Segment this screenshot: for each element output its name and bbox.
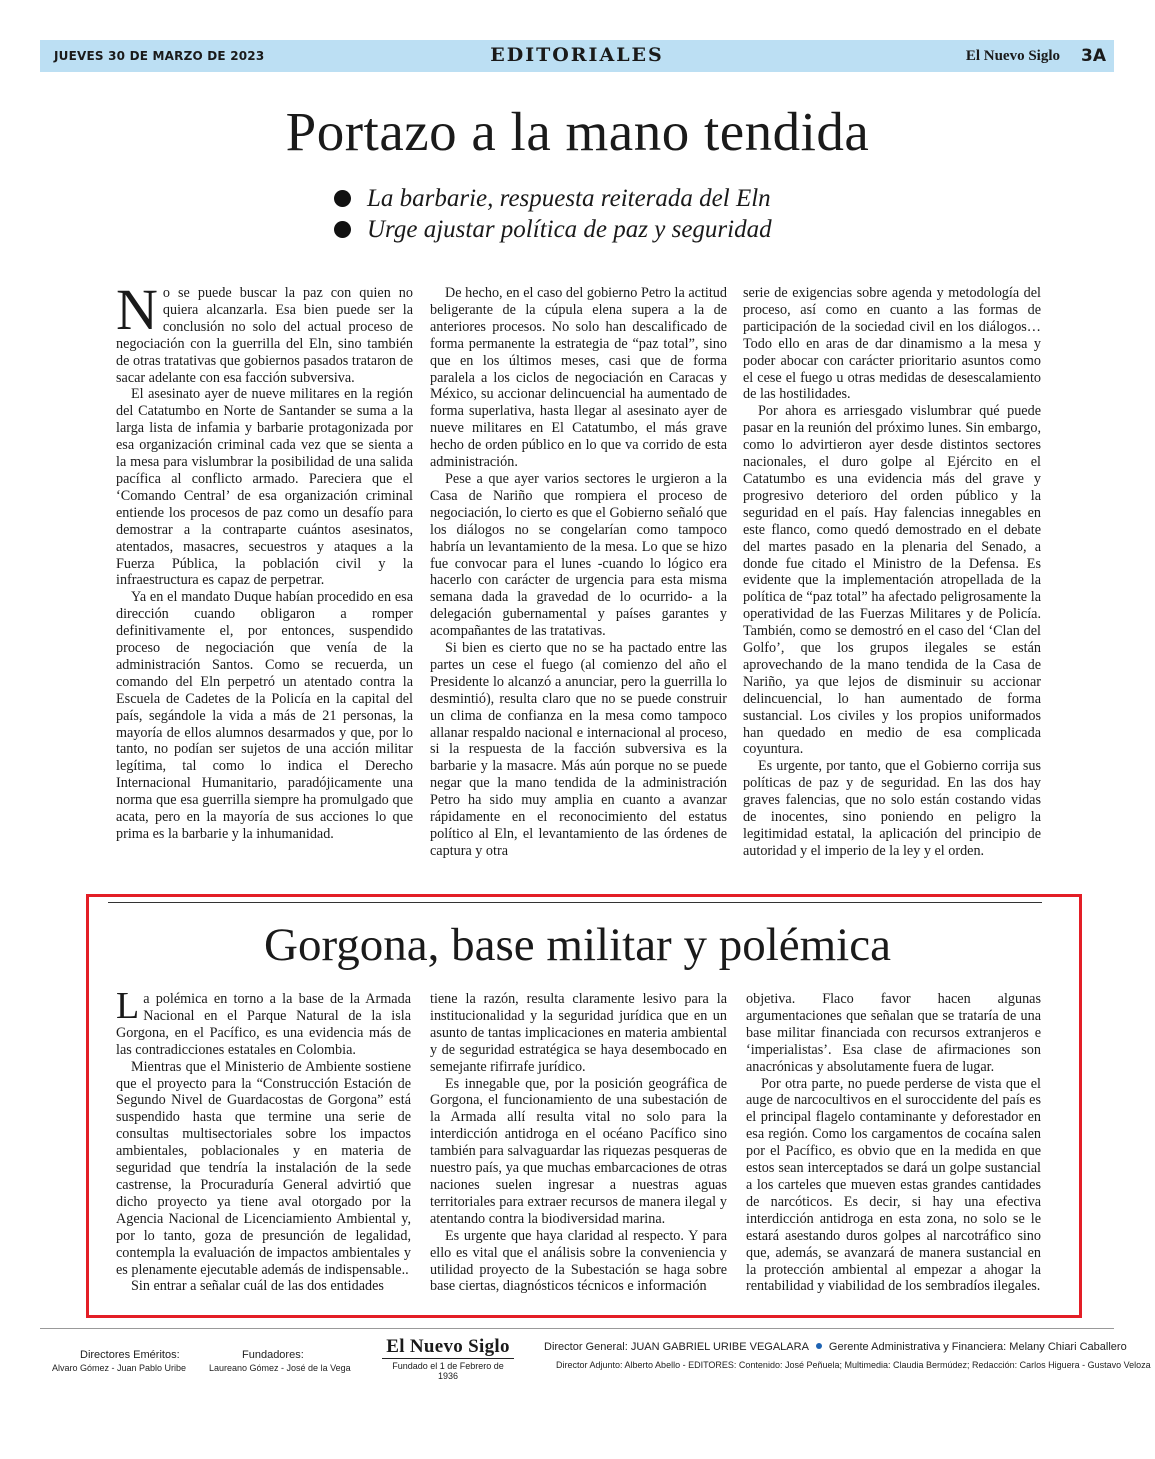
paragraph: No se puede buscar la paz con quien no quiera alcanzarla. Esa bien puede ser la conclusión no solo del actual proceso de negociación con la guerrilla del Eln, sino también de otras tratativas que gobiernos pasados trataron de sacar adelante con esa facción subversiva. xyxy=(116,277,413,386)
paragraph: La polémica en torno a la base de la Armada Nacional en el Parque Natural de la isla Gorgona, en el Pacífico, es una evidencia más de las contradicciones estatales en Colombia. xyxy=(116,985,411,1058)
article2-column-3 xyxy=(746,991,1041,1295)
drop-cap: L xyxy=(116,985,140,1027)
paragraph: Pese a que ayer varios sectores le urgieron a la Casa de Nariño que rompiera el proceso de negociación, lo cierto es que el Gobierno señaló que los diálogos no se congelarían como tampoco habría un levantamiento de la mesa. Lo que se hizo fue convocar para el lunes -cuando lo lógico era hacerlo con carácter de urgencia para esta misma semana dada la gravedad de lo ocurrido- a la delegación gubernamental y países garantes y acompañantes de las tratativas. xyxy=(430,470,727,640)
emeritos-names: Alvaro Gómez - Juan Pablo Uribe xyxy=(52,1363,187,1373)
paragraph: Es urgente que haya claridad al respecto. Y para ello es vital que el análisis sobre la conveniencia y utilidad proyecto de la Subestación se haga sobre base ciertas, diagnósticos técnicos e información xyxy=(430,1227,727,1295)
drop-cap: N xyxy=(116,277,158,342)
section-title: EDITORIALES xyxy=(490,44,664,66)
fundadores-label: Fundadores: xyxy=(242,1349,304,1361)
article1-column-3 xyxy=(743,285,1041,860)
paragraph: Si bien es cierto que no se ha pactado entre las partes un cese el fuego (al comienzo del año el Presidente lo alcanzó a anunciar, pero la guerrilla lo desmintió), resulta claro que no se puede construir un clima de confianza en la mesa como tampoco allanar respaldo nacional e internacional al proceso, si la respuesta de la facción subversiva es la barbarie y la masacre. Más aún porque no se puede negar que la mano tendida de la administración Petro ha sido muy amplia en cuanto a avanzar rápidamente en el reconocimiento del estatus político al Eln, el levantamiento de las órdenes de captura y otra xyxy=(430,640,727,859)
article1-subtitle: Urge ajustar política de paz y seguridad xyxy=(334,214,772,245)
paragraph: Por otra parte, no puede perderse de vista que el auge de narcocultivos en el suroccidente del país es el principal flagelo contaminante y deforestador en esa región. Como los cargamentos de cocaína salen por el Pacífico, es obvio que en la medida en que estos sean interceptados se dará un golpe sustancial a los carteles que mueven estas grandes cantidades de narcóticos. Es decir, si hay una efectiva interdicción antidroga en esta zona, no solo se le estará asestando duros golpes al narcotráfico sino que, además, se avanzará de manera sustancial en la protección ambiental al empezar a ahogar la rentabilidad y viabilidad de los sembradíos ilegales. xyxy=(746,1075,1041,1295)
bullet-icon xyxy=(334,221,351,238)
article1-title: Portazo a la mano tendida xyxy=(285,101,870,162)
article1-subtitle: La barbarie, respuesta reiterada del Eln xyxy=(334,183,772,214)
emeritos-label: Directores Eméritos: xyxy=(80,1349,180,1361)
article2-column-2 xyxy=(430,991,727,1295)
bullet-dot-icon xyxy=(816,1343,822,1349)
newspaper-name: El Nuevo Siglo xyxy=(965,48,1060,64)
paragraph: Por ahora es arriesgado vislumbrar qué puede pasar en la reunión del próximo lunes. Sin embargo, como lo advirtieron ayer desde distintos sectores nacionales, el duro golpe al Ejército en el Catatumbo es una evidencia más del grave y progresivo deterioro del orden público y la seguridad en el país. Hay falencias innegables en este flanco, como quedó demostrado en el debate del martes pasado en la plenaria del Senado, a donde fue citado el Ministro de la Defensa. Es evidente que la implementación atropellada de la política de “paz total” ha afectado peligrosamente la operatividad de las Fuerzas Militares y de Policía. También, como se demostró en el caso del ‘Clan del Golfo’, que los grupos ilegales se están aprovechando de la mano tendida de la Casa de Nariño, ya que lejos de disminuir su accionar delincuencial, lo han aumentado de forma sustancial. Los civiles y los propios uniformados han quedado en medio de esa complicada coyuntura. xyxy=(743,403,1041,758)
article2-title: Gorgona, base militar y polémica xyxy=(264,919,891,971)
paragraph: serie de exigencias sobre agenda y metodología del proceso, así como en cuanto a las formas de participación de la sociedad civil en los diálogos… Todo ello en aras de dar dinamismo a la mesa y poder abocar con carácter prioritario asuntos como el cese el fuego u otras medidas de desescalamiento de las hostilidades. xyxy=(743,285,1041,403)
paragraph: El asesinato ayer de nueve militares en la región del Catatumbo en Norte de Santander se suma a la larga lista de infamia y barbarie protagonizada por esa organización criminal cada vez que se sienta a la mesa para vislumbrar la posibilidad de una salida pacífica al conflicto armado. Pareciera que el ‘Comando Central’ de esa organización criminal entiende los procesos de paz como un desafío para demostrar a la contraparte cuántos asesinatos, atentados, masacres, secuestros y ataques a la Fuerza Pública, la población civil y la infraestructura es capaz de perpetrar. xyxy=(116,386,413,589)
paragraph: Sin entrar a señalar cuál de las dos entidades xyxy=(131,1278,384,1295)
article1-column-1 xyxy=(116,277,413,843)
publication-date: JUEVES 30 DE MARZO DE 2023 xyxy=(54,49,265,63)
paragraph: Es urgente, por tanto, que el Gobierno corrija sus políticas de paz y de seguridad. En las dos hay graves falencias, que no solo están costando vidas de inocentes, sino poniendo en peligro la legitimidad estatal, la aplicación del principio de autoridad y el imperio de la ley y el orden. xyxy=(743,758,1041,859)
divider xyxy=(108,902,1042,903)
footer-credits: Director Adjunto: Alberto Abello - EDITORES: Contenido: José Peñuela; Multimedia: Claudia Bermúdez; Redacción: Carlos Higuera - Gustavo Veloza xyxy=(556,1360,1151,1370)
footer-logo: El Nuevo Siglo Fundado el 1 de Febrero de 1936 xyxy=(382,1336,514,1381)
page-header-bar xyxy=(40,40,1114,72)
page-number: 3A xyxy=(1081,46,1106,66)
paragraph: Mientras que el Ministerio de Ambiente sostiene que el proyecto para la “Construcción Estación de Segundo Nivel de Guardacostas de Gorgona” está suspendido hasta que termine una serie de consultas multisectoriales sobre los impactos ambientales, poblacionales y en materia de seguridad que tendría la instalación de la sede castrense, la Procuraduría General advirtió que dicho proyecto ya tiene aval otorgado por la Agencia Nacional de Licenciamiento Ambiental y, por lo tanto, goza de presunción de legalidad, contempla la evaluación de impactos ambientales y es plenamente ejecutable además de indispensable.. xyxy=(116,1058,411,1278)
article1-subtitles xyxy=(334,183,772,245)
article2-column-1 xyxy=(116,985,411,1295)
fundadores-names: Laureano Gómez - José de la Vega xyxy=(209,1363,351,1373)
paragraph: De hecho, en el caso del gobierno Petro la actitud beligerante de la cúpula elena supera a la de anteriores procesos. No solo han descalificado de forma permanente la estrategia de “paz total”, sino que en los últimos meses, casi que de forma paralela a los ciclos de negociación en Caracas y México, su accionar delincuencial ha aumentado de forma superlativa, hasta llegar al asesinato ayer de nueve militares en El Catatumbo, el más grave hecho de orden público en lo que va corrido de esta administración. xyxy=(430,285,727,471)
paragraph: tiene la razón, resulta claramente lesivo para la institucionalidad y la seguridad jurídica que en un asunto de tantas implicaciones en materia ambiental y de seguridad estratégica se haya desembocado en semejante rifirrafe jurídico. xyxy=(430,991,727,1075)
paragraph: Ya en el mandato Duque habían procedido en esa dirección cuando obligaron a romper definitivamente el, por entonces, suspendido proceso de negociación que venía de la administración Santos. Como se recuerda, un comando del Eln perpetró un atentado contra la Escuela de Cadetes de la Policía en la capital del país, segándole la vida a más de 21 personas, la mayoría de ellos alumnos desarmados y que, por lo tanto, no podían ser sujetos de una acción militar legítima, tal como lo indica el Derecho Internacional Humanitario, paradójicamente una norma que esa guerrilla siempre ha promulgado que acata, pero en la mayoría de sus acciones lo que prima es la barbarie y la inhumanidad. xyxy=(116,589,413,842)
paragraph: Es innegable que, por la posición geográfica de Gorgona, el funcionamiento de una subestación de la Armada allí resulta vital no solo para la interdicción antidroga en el océano Pacífico sino también para salvaguardar las riquezas pesqueras de nuestro país, ya que muchas embarcaciones de otras naciones suelen ingresar a nuestras aguas territoriales para extraer recursos de manera ilegal y atentando contra la biodiversidad marina. xyxy=(430,1075,727,1227)
footer-divider xyxy=(40,1328,1114,1329)
footer-directors: Director General: JUAN GABRIEL URIBE VEGALARA Gerente Administrativa y Financiera: Melany Chiari Caballero xyxy=(544,1341,1127,1353)
article1-column-2 xyxy=(430,285,727,860)
paragraph: objetiva. Flaco favor hacen algunas argumentaciones que señalan que se trataría de una base militar financiada con recursos extranjeros e ‘imperialistas’. Esa clase de afirmaciones son anacrónicas y absolutamente fuera de lugar. xyxy=(746,991,1041,1075)
bullet-icon xyxy=(334,190,351,207)
